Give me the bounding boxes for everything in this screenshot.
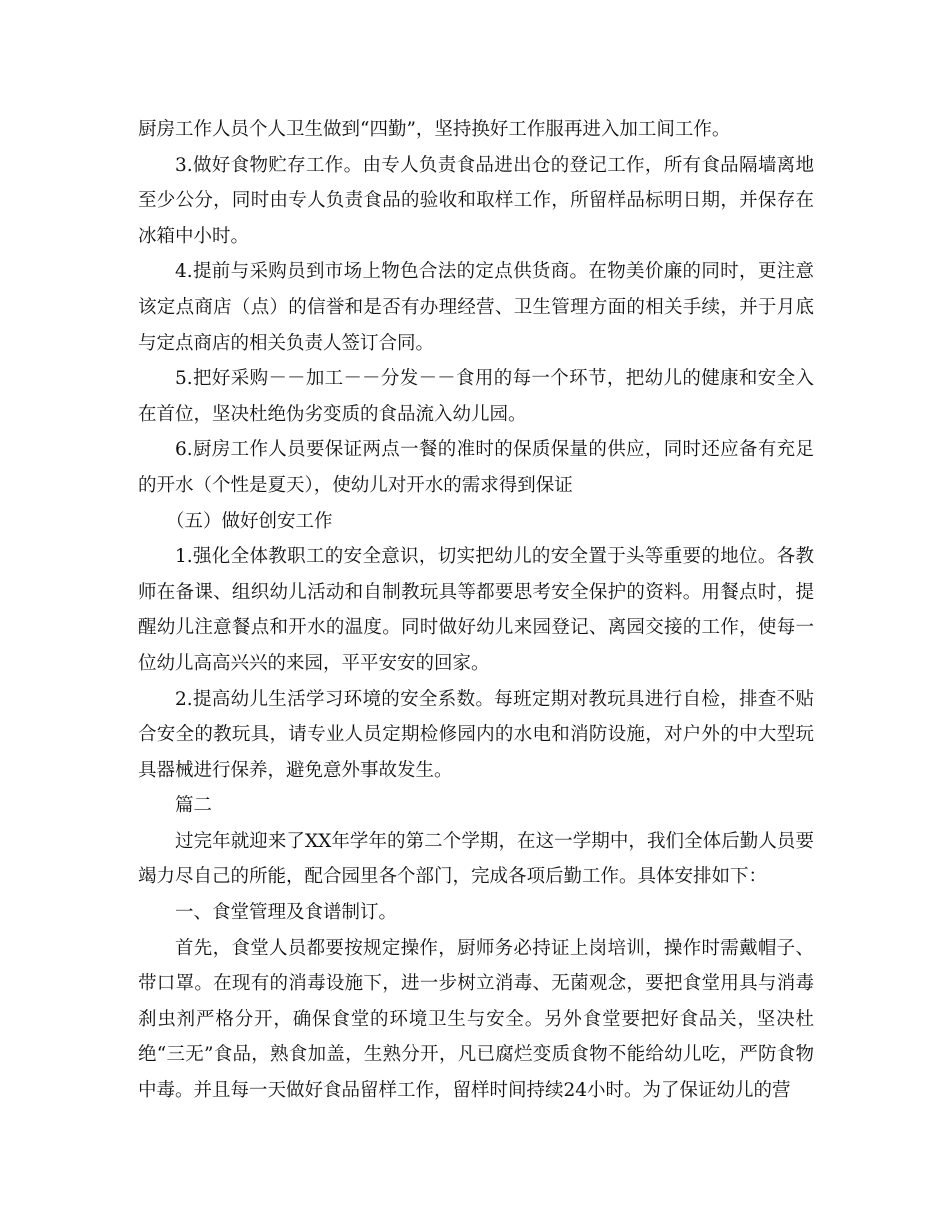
part-heading: 篇二 [175,795,213,817]
paragraph: 2.提高幼儿生活学习环境的安全系数。每班定期对教玩具进行自检，排查不贴合安全的教玩具，请专业人员定期检修园内的水电和消防设施，对户外的中大型玩具器械进行保养，避免意外事故发生。 [138,688,814,781]
document-body [138,112,814,1109]
paragraph: 首先，食堂人员都要按规定操作，厨师务必持证上岗培训，操作时需戴帽子、带口罩。在现有的消毒设施下，进一步树立消毒、无菌观念，要把食堂用具与消毒刹虫剂严格分开，确保食堂的环境卫生与安全。另外食堂要把好食品关，坚决杜绝“三无”食品，熟食加盖，生熟分开，凡已腐烂变质食物不能给幼儿吃，严防食物中毒。并且每一天做好食品留样工作，留样时间持续24小时。为了保证幼儿的营 [138,937,814,1102]
section-heading: 一、食堂管理及食谱制订。 [175,902,398,924]
paragraph: 1.强化全体教职工的安全意识，切实把幼儿的安全置于头等重要的地位。各教师在备课、组织幼儿活动和自制教玩具等都要思考安全保护的资料。用餐点时，提醒幼儿注意餐点和开水的温度。同时做好幼儿来园登记、离园交接的工作，使每一位幼儿高高兴兴的来园，平平安安的回家。 [138,546,814,674]
paragraph: 6.厨房工作人员要保证两点一餐的准时的保质保量的供应，同时还应备有充足的开水（个性是夏天），使幼儿对开水的需求得到保证 [138,439,814,496]
paragraph: 3.做好食物贮存工作。由专人负责食品进出仓的登记工作，所有食品隔墙离地至少公分，同时由专人负责食品的验收和取样工作，所留样品标明日期，并保存在冰箱中小时。 [138,154,814,247]
paragraph: 5.把好采购－－加工－－分发－－食用的每一个环节，把幼儿的健康和安全入在首位，坚决杜绝伪劣变质的食品流入幼儿园。 [138,368,814,425]
section-heading: （五）做好创安工作 [166,510,333,532]
paragraph: 4.提前与采购员到市场上物色合法的定点供货商。在物美价廉的同时，更注意该定点商店（点）的信誉和是否有办理经营、卫生管理方面的相关手续，并于月底与定点商店的相关负责人签订合同。 [138,261,814,354]
paragraph: 过完年就迎来了XX年学年的第二个学期，在这一学期中，我们全体后勤人员要竭力尽自己的所能，配合园里各个部门，完成各项后勤工作。具体安排如下： [138,830,814,888]
paragraph: 厨房工作人员个人卫生做到“四勤”，坚持换好工作服再进入加工间工作。 [138,119,731,140]
